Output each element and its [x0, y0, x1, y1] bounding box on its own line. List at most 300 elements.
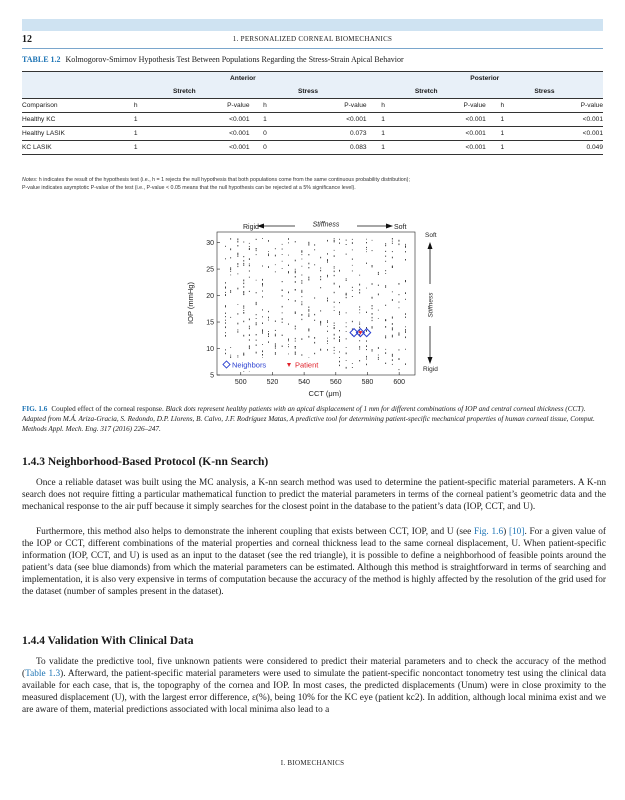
data-dot — [295, 241, 296, 242]
data-dot — [301, 275, 302, 276]
data-dot — [249, 258, 250, 260]
table-cell: 0.049 — [519, 141, 603, 155]
data-dot — [346, 360, 347, 361]
data-dot — [256, 292, 257, 293]
data-dot — [301, 266, 302, 267]
data-dot — [399, 240, 400, 242]
y-tick-label: 15 — [206, 319, 214, 327]
data-dot — [295, 328, 296, 329]
data-dot — [405, 363, 406, 365]
data-dot — [392, 257, 393, 259]
data-dot — [405, 259, 406, 261]
table-cell: 1 — [119, 113, 152, 127]
data-dot — [366, 364, 367, 366]
table-cell: 1 — [486, 141, 519, 155]
data-dot — [262, 330, 263, 332]
data-dot — [378, 310, 379, 311]
y-tick-label: 10 — [206, 346, 214, 354]
data-dot — [366, 330, 367, 332]
notes-line-2: P-value indicates asymptotic P-value of the test (i.e., P-value < 0.05 means that the null hypothesis can be rejected at a 5% significance level). — [22, 185, 356, 191]
data-dot — [334, 350, 335, 351]
data-dot — [378, 285, 379, 286]
data-dot — [308, 328, 309, 329]
page-footer: I. BIOMECHANICS — [280, 759, 345, 767]
data-dot — [378, 294, 379, 296]
data-dot — [301, 259, 302, 260]
data-dot — [405, 244, 406, 245]
data-dot — [256, 302, 257, 304]
data-dot — [385, 273, 386, 274]
table-cell: 1 — [119, 141, 152, 155]
table-cell: <0.001 — [519, 113, 603, 127]
data-dot — [339, 243, 340, 244]
y-tick-label: 25 — [206, 266, 214, 274]
data-dot — [327, 322, 328, 323]
data-dot — [392, 327, 393, 329]
data-dot — [225, 335, 226, 337]
data-dot — [262, 296, 263, 297]
data-dot — [352, 265, 353, 266]
data-dot — [372, 349, 373, 351]
data-dot — [352, 367, 353, 368]
table-cell: 1 — [367, 113, 400, 127]
data-dot — [295, 326, 296, 328]
data-dot — [346, 353, 347, 355]
data-dot — [225, 282, 226, 283]
data-dot — [352, 271, 353, 272]
data-dot — [295, 260, 296, 262]
data-dot — [366, 312, 367, 313]
data-dot — [288, 242, 289, 243]
data-dot — [385, 337, 386, 338]
data-dot — [352, 363, 353, 364]
data-dot — [372, 283, 373, 285]
data-dot — [378, 347, 379, 349]
data-dot — [392, 335, 393, 336]
data-dot — [320, 270, 321, 271]
data-dot — [392, 364, 393, 365]
data-dot — [288, 292, 289, 294]
data-dot — [295, 311, 296, 313]
data-dot — [339, 311, 340, 313]
data-dot — [385, 326, 386, 328]
data-dot — [346, 280, 347, 281]
data-dot — [301, 282, 302, 283]
data-dot — [378, 318, 379, 319]
data-dot — [288, 344, 289, 345]
data-dot — [366, 345, 367, 347]
data-dot — [339, 302, 340, 303]
scatter-figure — [185, 218, 445, 400]
y-tick-label: 30 — [206, 240, 214, 248]
data-dot — [346, 240, 347, 241]
data-dot — [282, 290, 283, 291]
data-dot — [243, 294, 244, 295]
x-tick-label: 560 — [329, 379, 342, 386]
data-dot — [327, 276, 328, 277]
data-dot — [399, 349, 400, 350]
data-dot — [243, 310, 244, 311]
data-dot — [249, 291, 250, 292]
data-dot — [334, 268, 335, 269]
page-number: 12 — [22, 34, 32, 45]
data-dot — [225, 349, 226, 350]
data-dot — [314, 314, 315, 315]
notes-label: Notes: — [22, 177, 38, 183]
data-dot — [359, 349, 360, 350]
data-dot — [262, 350, 263, 352]
data-dot — [243, 305, 244, 307]
data-dot — [359, 346, 360, 348]
group-header-anterior: Anterior — [119, 72, 366, 86]
table-caption-text: Kolmogorov-Smirnov Hypothesis Test Between Populations Regarding the Stress-Strain Apical Behavior — [65, 55, 404, 64]
data-dot — [385, 352, 386, 354]
data-dot — [282, 249, 283, 250]
data-dot — [256, 304, 257, 305]
data-dot — [378, 357, 379, 358]
data-dot — [314, 342, 315, 344]
data-dot — [385, 270, 386, 271]
data-dot — [256, 352, 257, 354]
data-dot — [262, 344, 263, 345]
data-dot — [385, 349, 386, 350]
data-dot — [372, 326, 373, 327]
data-dot — [282, 268, 283, 269]
data-dot — [275, 255, 276, 257]
data-dot — [366, 247, 367, 248]
data-dot — [243, 354, 244, 356]
data-dot — [268, 266, 269, 268]
data-dot — [320, 279, 321, 280]
right-label-soft: Soft — [425, 232, 437, 239]
text: ). Afterward, the patient-specific material parameters were used to simulate the patient-specific noncontact tonometry test using the clinical data available for each case, that is, the topography of the cornea and IOP. In most cases, the predicted displacements (Unum) were in close proximity to the measured displacement (U), with the largest error difference, ε(%), being 10% for the KC eye (patient kc2). In addition, although local minima exist and we are aware of them, material predictions associated with local minima also lead to a — [22, 669, 606, 716]
col-header: P-value — [152, 99, 249, 113]
data-dot — [295, 338, 296, 339]
data-dot — [334, 353, 335, 354]
table-cell: 0 — [250, 141, 281, 155]
data-dot — [301, 319, 302, 320]
running-title: 1. PERSONALIZED CORNEAL BIOMECHANICS — [232, 35, 393, 43]
data-dot — [399, 302, 400, 303]
ks-test-table — [22, 71, 603, 155]
data-dot — [320, 324, 321, 325]
x-tick-label: 600 — [393, 379, 406, 386]
data-dot — [359, 290, 360, 291]
table-label: TABLE 1.2 — [22, 55, 61, 64]
data-dot — [268, 254, 269, 255]
figure-caption — [22, 404, 606, 434]
data-dot — [301, 314, 302, 315]
header-rule — [22, 48, 603, 49]
data-dot — [346, 331, 347, 332]
data-dot — [301, 251, 302, 253]
data-dot — [366, 349, 367, 350]
section-heading-knn: 1.4.3 Neighborhood-Based Protocol (K-nn Search) — [22, 456, 269, 468]
data-dot — [301, 280, 302, 281]
data-dot — [334, 323, 335, 324]
data-dot — [275, 264, 276, 265]
y-axis-label: IOP (mmHg) — [186, 282, 195, 324]
data-dot — [392, 251, 393, 252]
data-dot — [314, 264, 315, 265]
data-dot — [327, 261, 328, 262]
data-dot — [352, 250, 353, 251]
table-cell: 0 — [250, 127, 281, 141]
x-tick-label: 520 — [266, 379, 279, 386]
data-dot — [268, 317, 269, 319]
data-dot — [288, 299, 289, 300]
col-header: h — [250, 99, 281, 113]
data-dot — [308, 307, 309, 308]
data-dot — [288, 255, 289, 256]
data-dot — [295, 281, 296, 283]
data-dot — [339, 314, 340, 315]
data-dot — [282, 261, 283, 262]
data-dot — [237, 329, 238, 330]
table-cell: 0.083 — [280, 141, 366, 155]
data-dot — [327, 262, 328, 263]
data-dot — [295, 348, 296, 349]
data-dot — [366, 340, 367, 341]
data-dot — [225, 332, 226, 333]
table-row — [22, 113, 603, 127]
data-dot — [225, 316, 226, 317]
x-tick-label: 500 — [234, 379, 247, 386]
data-dot — [237, 357, 238, 358]
data-dot — [243, 242, 244, 243]
data-dot — [237, 331, 238, 333]
data-dot — [346, 278, 347, 279]
data-dot — [366, 263, 367, 264]
data-dot — [334, 255, 335, 257]
data-dot — [346, 347, 347, 348]
data-dot — [256, 318, 257, 319]
data-dot — [334, 238, 335, 239]
data-dot — [392, 337, 393, 338]
data-dot — [225, 305, 226, 307]
data-dot — [275, 353, 276, 355]
paragraph — [22, 656, 606, 716]
data-dot — [314, 244, 315, 245]
data-dot — [334, 250, 335, 251]
data-dot — [405, 337, 406, 339]
data-dot — [301, 292, 302, 293]
table-cell: <0.001 — [152, 127, 249, 141]
data-dot — [339, 286, 340, 288]
data-dot — [327, 240, 328, 242]
data-dot — [288, 272, 289, 274]
data-dot — [352, 259, 353, 260]
data-dot — [225, 246, 226, 247]
column-header-row — [22, 99, 603, 113]
table-notes — [22, 176, 603, 192]
col-header: P-value — [519, 99, 603, 113]
data-dot — [249, 347, 250, 349]
data-dot — [262, 279, 263, 281]
x-tick-label: 580 — [361, 379, 374, 386]
data-dot — [385, 285, 386, 286]
data-dot — [301, 304, 302, 306]
table-cell: 0.073 — [280, 127, 366, 141]
data-dot — [334, 241, 335, 243]
data-dot — [275, 343, 276, 344]
data-dot — [334, 334, 335, 336]
data-dot — [359, 309, 360, 310]
table-cell: <0.001 — [400, 127, 486, 141]
data-dot — [399, 332, 400, 333]
data-dot — [268, 336, 269, 337]
data-dot — [392, 241, 393, 242]
data-dot — [359, 275, 360, 276]
data-dot — [405, 326, 406, 327]
data-dot — [249, 246, 250, 247]
data-dot — [327, 331, 328, 332]
data-dot — [339, 361, 340, 362]
table-caption — [22, 55, 612, 64]
data-dot — [282, 322, 283, 323]
table-cell: <0.001 — [400, 141, 486, 155]
data-dot — [282, 318, 283, 320]
top-color-band — [22, 19, 603, 31]
data-dot — [230, 269, 231, 271]
data-dot — [346, 322, 347, 323]
data-dot — [314, 297, 315, 298]
data-dot — [230, 267, 231, 268]
page-header — [22, 34, 603, 46]
data-dot — [275, 321, 276, 322]
data-dot — [366, 356, 367, 358]
data-dot — [288, 354, 289, 355]
data-dot — [282, 335, 283, 336]
data-dot — [346, 254, 347, 255]
data-dot — [372, 308, 373, 309]
data-dot — [275, 345, 276, 346]
data-dot — [346, 293, 347, 294]
data-dot — [237, 266, 238, 267]
col-header: h — [486, 99, 519, 113]
data-dot — [339, 330, 340, 331]
data-dot — [320, 322, 321, 323]
data-dot — [314, 337, 315, 339]
table-cell: Healthy KC — [22, 113, 119, 127]
data-dot — [301, 338, 302, 340]
figure-link[interactable]: Fig. 1.6 — [474, 527, 504, 537]
data-dot — [334, 266, 335, 267]
data-dot — [314, 249, 315, 250]
data-dot — [352, 296, 353, 297]
data-dot — [385, 256, 386, 257]
data-dot — [346, 326, 347, 327]
data-dot — [256, 239, 257, 240]
data-dot — [359, 313, 360, 314]
data-dot — [308, 254, 309, 255]
data-dot — [405, 299, 406, 300]
data-dot — [237, 241, 238, 243]
data-dot — [225, 320, 226, 321]
data-dot — [327, 259, 328, 260]
data-dot — [346, 244, 347, 245]
data-dot — [399, 283, 400, 285]
col-header: h — [367, 99, 400, 113]
table-cell: 1 — [367, 141, 400, 155]
data-dot — [392, 266, 393, 268]
data-dot — [237, 253, 238, 255]
data-dot — [314, 320, 315, 321]
data-dot — [308, 263, 309, 265]
data-dot — [308, 330, 309, 331]
data-dot — [282, 312, 283, 313]
data-dot — [225, 258, 226, 259]
data-dot — [346, 312, 347, 313]
data-dot — [366, 239, 367, 240]
data-dot — [249, 339, 250, 340]
data-dot — [372, 267, 373, 268]
data-dot — [268, 240, 269, 242]
data-dot — [320, 276, 321, 277]
data-dot — [334, 292, 335, 293]
data-dot — [334, 271, 335, 273]
data-dot — [230, 248, 231, 250]
group-header-posterior: Posterior — [367, 72, 603, 86]
data-dot — [372, 327, 373, 329]
data-dot — [268, 251, 269, 252]
data-dot — [256, 250, 257, 251]
data-dot — [366, 242, 367, 243]
data-dot — [334, 307, 335, 308]
data-dot — [256, 345, 257, 346]
data-dot — [359, 292, 360, 294]
data-dot — [295, 300, 296, 302]
data-dot — [308, 315, 309, 317]
table-cell: <0.001 — [400, 113, 486, 127]
data-dot — [308, 244, 309, 246]
data-dot — [320, 323, 321, 324]
data-dot — [262, 283, 263, 285]
data-dot — [249, 277, 250, 278]
data-dot — [275, 330, 276, 331]
text: To validate the predictive tool, five unknown patients were considered to predict their material parameters and to check the accuracy of the method ( — [22, 657, 606, 680]
data-dot — [288, 339, 289, 341]
data-dot — [352, 242, 353, 244]
data-dot — [346, 367, 347, 369]
data-dot — [237, 263, 238, 265]
data-dot — [339, 341, 340, 343]
table-link[interactable]: Table 1.3 — [25, 669, 61, 680]
data-dot — [352, 287, 353, 288]
data-dot — [237, 288, 238, 290]
data-dot — [339, 339, 340, 340]
data-dot — [366, 249, 367, 250]
data-dot — [339, 239, 340, 240]
data-dot — [249, 249, 250, 250]
paragraph — [22, 526, 606, 599]
data-dot — [359, 340, 360, 341]
figure-label: FIG. 1.6 — [22, 405, 48, 413]
data-dot — [346, 338, 347, 339]
data-dot — [243, 335, 244, 337]
paragraph: Once a reliable dataset was built using the MC analysis, a K-nn search method was used to determine the patient-specific material parameters. A K-nn search does not require fitting a particular mathematical function to predict the material parameters in terms of the corneal patient’s geometric data and the mechanical response to the air puff because it simply searches for the closest point in the database to the patient’s data (IOP, CCT, and U). — [22, 478, 606, 513]
data-dot — [230, 238, 231, 239]
data-dot — [308, 314, 309, 315]
data-dot — [320, 310, 321, 311]
data-dot — [262, 309, 263, 310]
data-dot — [366, 359, 367, 360]
data-dot — [288, 265, 289, 266]
data-dot — [237, 313, 238, 314]
data-dot — [308, 309, 309, 311]
reference-link[interactable]: [10] — [508, 527, 525, 537]
data-dot — [243, 280, 244, 282]
